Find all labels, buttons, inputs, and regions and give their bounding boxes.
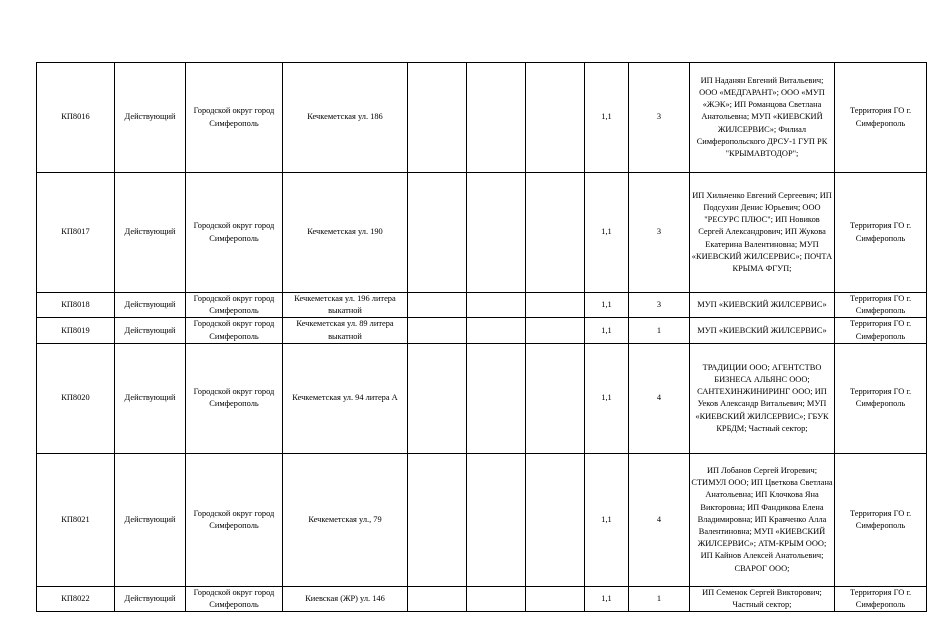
- address-cell: Киевская (ЖР) ул. 146: [283, 586, 408, 611]
- empty-cell-cell: [408, 318, 467, 343]
- empty-cell-cell: [408, 293, 467, 318]
- container-volume-cell: 1,1: [585, 343, 629, 453]
- status-cell: Действующий: [115, 586, 186, 611]
- district-cell: Городской округ город Симферополь: [186, 586, 283, 611]
- address-cell: Кечкеметская ул., 79: [283, 453, 408, 586]
- status-cell: Действующий: [115, 318, 186, 343]
- district-cell: Городской округ город Симферополь: [186, 173, 283, 293]
- container-volume-cell: 1,1: [585, 453, 629, 586]
- empty-cell-cell: [526, 343, 585, 453]
- container-count-cell: 3: [629, 173, 690, 293]
- table-body: [37, 63, 927, 612]
- table-row: [37, 343, 927, 453]
- empty-cell-cell: [467, 343, 526, 453]
- empty-cell-cell: [408, 343, 467, 453]
- table-row: [37, 453, 927, 586]
- territory-cell: Территория ГО г. Симферополь: [835, 63, 927, 173]
- status-cell: Действующий: [115, 173, 186, 293]
- address-cell: Кечкеметская ул. 190: [283, 173, 408, 293]
- container-volume-cell: 1,1: [585, 173, 629, 293]
- status-cell: Действующий: [115, 343, 186, 453]
- waste-producers-cell: ИП Лобанов Сергей Игоревич; СТИМУЛ ООО; ИП Цветкова Светлана Анатольевна; ИП Клочкова Яна Викторовна; ИП Фандикова Елена Владимировна; ИП Кравченко Алла Валентиновна; МУП «КИЕВСКИЙ ЖИЛСЕРВИС»; АТМ-КРЫМ ООО; ИП Кайнов Алексей Анатольевич; СВАРОГ ООО;: [690, 453, 835, 586]
- container-count-cell: 4: [629, 453, 690, 586]
- empty-cell-cell: [467, 318, 526, 343]
- district-cell: Городской округ город Симферополь: [186, 318, 283, 343]
- waste-producers-cell: ИП Наданян Евгений Витальевич; ООО «МЕДГАРАНТ»; ООО «МУП «ЖЭК»; ИП Романцова Светлана Анатольевна; МУП «КИЕВСКИЙ ЖИЛСЕРВИС»; Филиал Симферопольского ДРСУ-1 ГУП РК "КРЫМАВТОДОР";: [690, 63, 835, 173]
- empty-cell-cell: [408, 173, 467, 293]
- point-code-cell: КП8021: [37, 453, 115, 586]
- container-volume-cell: 1,1: [585, 318, 629, 343]
- point-code-cell: КП8022: [37, 586, 115, 611]
- empty-cell-cell: [526, 453, 585, 586]
- collection-points-table: [36, 62, 927, 612]
- container-volume-cell: 1,1: [585, 293, 629, 318]
- address-cell: Кечкеметская ул. 89 литера выкатной: [283, 318, 408, 343]
- empty-cell-cell: [408, 586, 467, 611]
- waste-producers-cell: ИП Семенок Сергей Викторович; Частный сектор;: [690, 586, 835, 611]
- empty-cell-cell: [526, 318, 585, 343]
- status-cell: Действующий: [115, 293, 186, 318]
- container-volume-cell: 1,1: [585, 586, 629, 611]
- status-cell: Действующий: [115, 453, 186, 586]
- territory-cell: Территория ГО г. Симферополь: [835, 318, 927, 343]
- empty-cell-cell: [467, 63, 526, 173]
- empty-cell-cell: [408, 63, 467, 173]
- container-count-cell: 3: [629, 63, 690, 173]
- empty-cell-cell: [526, 586, 585, 611]
- table-row: [37, 293, 927, 318]
- point-code-cell: КП8019: [37, 318, 115, 343]
- territory-cell: Территория ГО г. Симферополь: [835, 586, 927, 611]
- empty-cell-cell: [467, 173, 526, 293]
- territory-cell: Территория ГО г. Симферополь: [835, 173, 927, 293]
- address-cell: Кечкеметская ул. 186: [283, 63, 408, 173]
- empty-cell-cell: [467, 586, 526, 611]
- empty-cell-cell: [467, 293, 526, 318]
- territory-cell: Территория ГО г. Симферополь: [835, 453, 927, 586]
- empty-cell-cell: [467, 453, 526, 586]
- district-cell: Городской округ город Симферополь: [186, 63, 283, 173]
- table-row: [37, 318, 927, 343]
- district-cell: Городской округ город Симферополь: [186, 343, 283, 453]
- waste-producers-cell: ИП Хильченко Евгений Сергеевич; ИП Подсухин Денис Юрьевич; ООО "РЕСУРС ПЛЮС"; ИП Новиков Сергей Александрович; ИП Жукова Екатерина Валентиновна; МУП «КИЕВСКИЙ ЖИЛСЕРВИС»; ПОЧТА КРЫМА ФГУП;: [690, 173, 835, 293]
- point-code-cell: КП8017: [37, 173, 115, 293]
- table-row: [37, 586, 927, 611]
- address-cell: Кечкеметская ул. 196 литера выкатной: [283, 293, 408, 318]
- status-cell: Действующий: [115, 63, 186, 173]
- table-row: [37, 63, 927, 173]
- empty-cell-cell: [526, 293, 585, 318]
- container-count-cell: 1: [629, 318, 690, 343]
- district-cell: Городской округ город Симферополь: [186, 453, 283, 586]
- empty-cell-cell: [526, 173, 585, 293]
- territory-cell: Территория ГО г. Симферополь: [835, 293, 927, 318]
- point-code-cell: КП8018: [37, 293, 115, 318]
- container-count-cell: 4: [629, 343, 690, 453]
- container-count-cell: 1: [629, 586, 690, 611]
- waste-producers-cell: МУП «КИЕВСКИЙ ЖИЛСЕРВИС»: [690, 293, 835, 318]
- waste-producers-cell: ТРАДИЦИИ ООО; АГЕНТСТВО БИЗНЕСА АЛЬЯНС ООО; САНТЕХИНЖИНИРИНГ ООО; ИП Уеков Александр Витальевич; МУП «КИЕВСКИЙ ЖИЛСЕРВИС»; ГБУК КРБДМ; Частный сектор;: [690, 343, 835, 453]
- address-cell: Кечкеметская ул. 94 литера А: [283, 343, 408, 453]
- point-code-cell: КП8016: [37, 63, 115, 173]
- territory-cell: Территория ГО г. Симферополь: [835, 343, 927, 453]
- empty-cell-cell: [526, 63, 585, 173]
- table-row: [37, 173, 927, 293]
- container-volume-cell: 1,1: [585, 63, 629, 173]
- container-count-cell: 3: [629, 293, 690, 318]
- empty-cell-cell: [408, 453, 467, 586]
- waste-producers-cell: МУП «КИЕВСКИЙ ЖИЛСЕРВИС»: [690, 318, 835, 343]
- point-code-cell: КП8020: [37, 343, 115, 453]
- district-cell: Городской округ город Симферополь: [186, 293, 283, 318]
